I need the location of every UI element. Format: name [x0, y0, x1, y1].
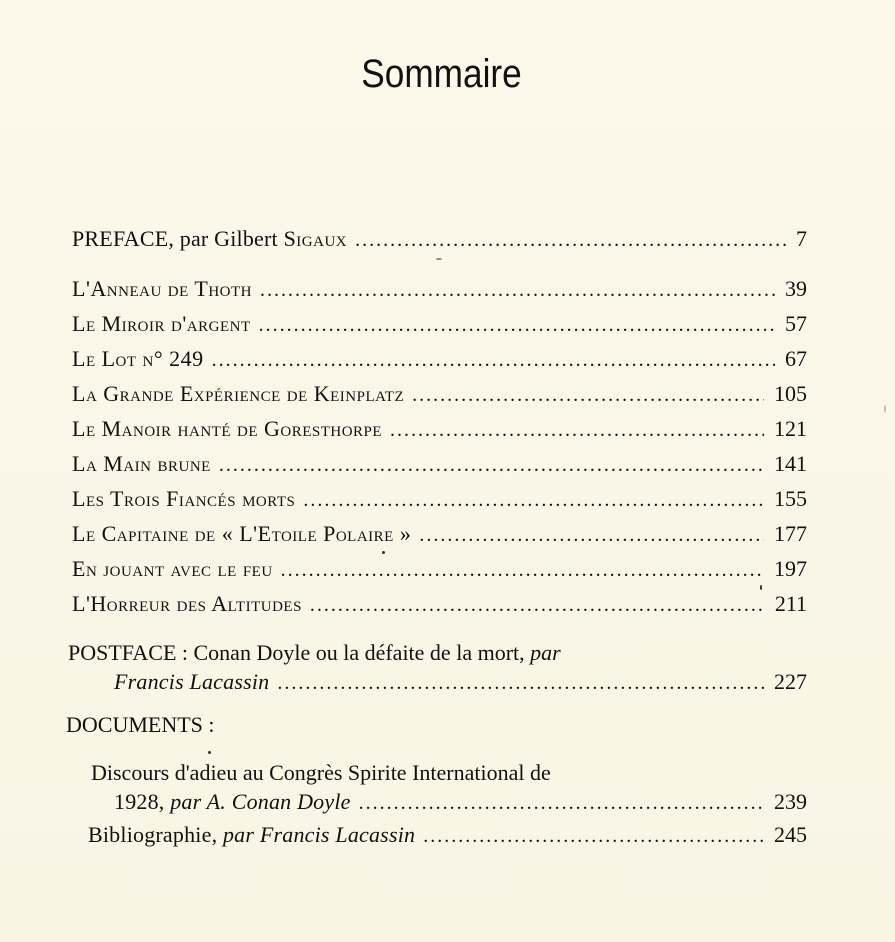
toc-entry-story [72, 311, 807, 338]
print-speck [884, 405, 886, 413]
bibliographie-page-number: 245 [774, 822, 807, 847]
dot-leader [355, 227, 786, 253]
preface-title: PREFACE, par Gilbert Sigaux [72, 226, 348, 251]
story-page-number: 121 [774, 416, 807, 441]
story-title: L'Horreur des Altitudes [72, 591, 302, 616]
documents-heading: DOCUMENTS : [66, 712, 215, 737]
discours-line-1: Discours d'adieu au Congrès Spirite International de [91, 760, 551, 785]
postface-author: Francis Lacassin [114, 669, 270, 694]
toc-entry-story [72, 591, 807, 618]
story-title: Le Miroir d'argent [72, 311, 251, 336]
story-page-number: 211 [774, 591, 807, 616]
dot-leader [423, 823, 764, 849]
story-title: La Grande Expérience de Keinplatz [72, 381, 405, 406]
dot-leader [219, 452, 764, 478]
discours-line-2: 1928, par A. Conan Doyle [114, 789, 351, 814]
print-speck [208, 751, 211, 754]
dot-leader [419, 522, 764, 548]
toc-entry-story [72, 346, 807, 373]
page-title: Sommaire [361, 52, 522, 96]
toc-entry-story [72, 556, 807, 583]
postface-line-1: POSTFACE : Conan Doyle ou la défaite de la mort, par [68, 640, 561, 665]
print-speck [382, 551, 385, 554]
toc-entry-story [72, 521, 807, 548]
dot-leader [412, 382, 764, 408]
story-title: L'Anneau de Thoth [72, 276, 252, 301]
dot-leader [259, 312, 775, 338]
print-speck [760, 585, 762, 590]
dot-leader [277, 670, 764, 696]
story-page-number: 141 [774, 451, 807, 476]
story-title: Le Manoir hanté de Goresthorpe [72, 416, 383, 441]
dot-leader [359, 790, 764, 816]
story-page-number: 155 [774, 486, 807, 511]
dot-leader [212, 347, 775, 373]
story-page-number: 39 [785, 276, 807, 301]
story-title: Le Capitaine de « L'Etoile Polaire » [72, 521, 412, 546]
dot-leader [260, 277, 775, 303]
story-page-number: 177 [774, 521, 807, 546]
story-page-number: 197 [774, 556, 807, 581]
toc-entry-story [72, 276, 807, 303]
story-page-number: 57 [785, 311, 807, 336]
discours-page-number: 239 [774, 789, 807, 814]
preface-page-number: 7 [796, 226, 807, 251]
toc-entry-story [72, 451, 807, 478]
toc-entry-story [72, 486, 807, 513]
story-page-number: 105 [774, 381, 807, 406]
story-title: La Main brune [72, 451, 211, 476]
postface-page-number: 227 [774, 669, 807, 694]
toc-entry-postface [114, 669, 807, 696]
dot-leader [281, 557, 764, 583]
dot-leader [310, 592, 765, 618]
bibliographie-title: Bibliographie, par Francis Lacassin [88, 822, 416, 847]
story-page-number: 67 [785, 346, 807, 371]
toc-entry-bibliographie [88, 822, 807, 849]
print-speck [436, 258, 442, 260]
story-title: Le Lot n° 249 [72, 346, 204, 371]
toc-entry-preface [72, 226, 807, 253]
toc-entry-discours [114, 789, 807, 816]
dot-leader [303, 487, 764, 513]
toc-entry-story [72, 381, 807, 408]
story-title: En jouant avec le feu [72, 556, 273, 581]
story-title: Les Trois Fiancés morts [72, 486, 296, 511]
dot-leader [390, 417, 764, 443]
toc-entry-story [72, 416, 807, 443]
